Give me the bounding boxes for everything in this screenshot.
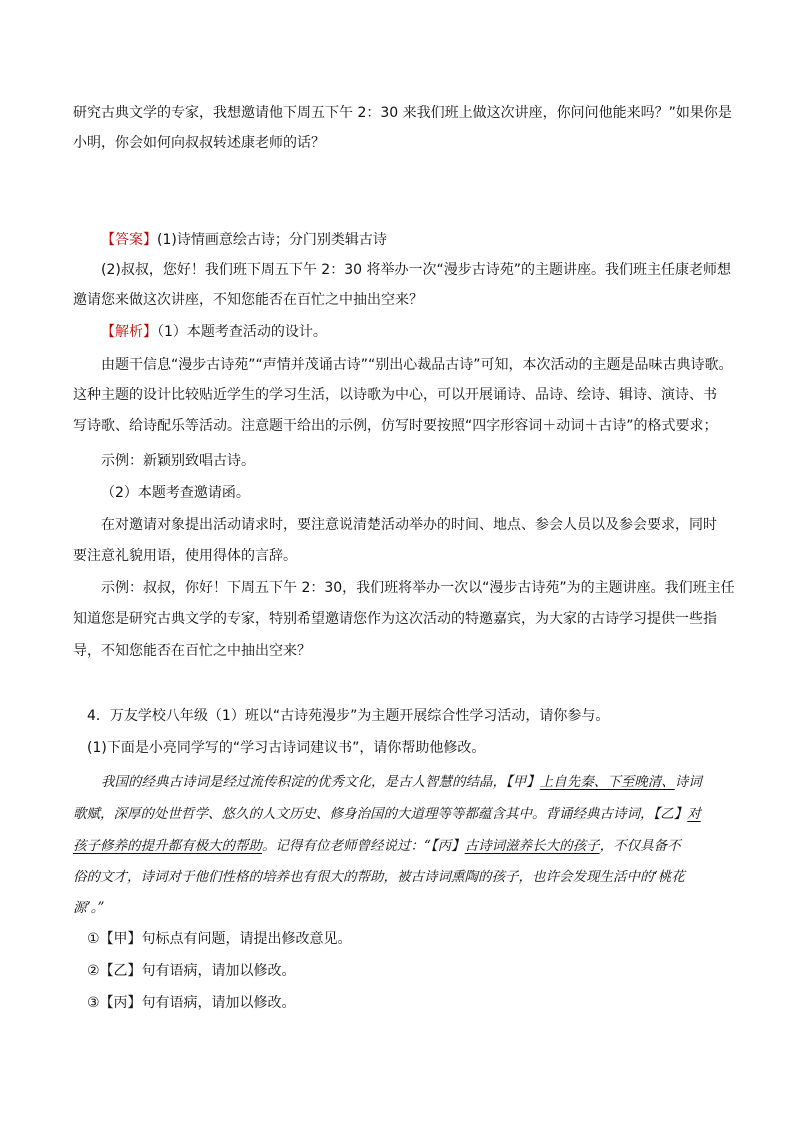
analysis-example-1: 示例：新颖别致唱古诗。 [101,453,255,469]
answer-part-2-line-2: 邀请您来做这次讲座，不知您能否在百忙之中抽出空来？ [73,292,423,308]
passage-underlined-yi: 孩子修养的提升都有极大的帮助 [73,838,262,854]
analysis-tag: 【解析】 [101,324,157,340]
answer-tag: 【答案】 [101,232,157,248]
analysis-p1-line-1: 由题干信息“漫步古诗苑”“声情并茂诵古诗”“别出心裁品古诗”可知，本次活动的主题是品味古典诗歌。 [101,357,733,373]
passage-line-1 [101,772,702,792]
analysis-q2: （2）本题考查邀请函。 [101,485,250,501]
analysis-p1-line-3: 写诗歌、给诗配乐等活动。注意题干给出的示例，仿写时要按照“四字形容词＋动词＋古诗”的格式要求； [73,418,718,434]
question-item-3: ③【丙】句有语病，请加以修改。 [87,995,296,1011]
intro-line-1: 研究古典文学的专家，我想邀请他下周五下午 2：30 来我们班上做这次讲座，你问问他能来吗？”如果你是 [73,105,732,121]
passage-underlined-bing: 古诗词滋养长大的孩子 [464,838,600,854]
passage-underlined-jia: 上自先秦、下至晚清、 [539,774,675,790]
passage-line-5: 源’。” [73,900,105,916]
question-item-2: ②【乙】句有语病，请加以修改。 [87,963,296,979]
question-4-stem: 4．万友学校八年级（1）班以“古诗苑漫步”为主题开展综合性学习活动，请你参与。 [87,708,610,724]
answer-part-2-line-1: (2)叔叔，您好！我们班下周五下午 2：30 将举办一次“漫步古诗苑”的主题讲座。我们班主任康老师想 [101,262,731,278]
passage-text: 。记得有位老师曾经说过：“【丙】 [262,838,465,854]
passage-text: 歌赋，深厚的处世哲学、悠久的人文历史、修身治国的大道理等等都蕴含其中。背诵经典古诗词，【乙】 [73,806,688,822]
passage-line-2 [73,804,701,824]
passage-text: 我国的经典古诗词是经过流传积淀的优秀文化，是古人智慧的结晶，【甲】 [101,774,540,790]
intro-line-2: 小明，你会如何向叔叔转述康老师的话？ [73,135,325,151]
passage-text: ，不仅具备不 [599,838,681,854]
question-item-1: ①【甲】句标点有问题，请提出修改意见。 [87,931,352,947]
passage-underlined-yi: 对 [687,806,701,822]
passage-line-4: 俗的文才，诗词对于他们性格的培养也有很大的帮助，被古诗词熏陶的孩子，也许会发现生活中的‘桃花 [73,869,685,885]
answer-heading [101,230,387,250]
analysis-example-2-line-3: 导，不知您能否在百忙之中抽出空来？ [73,643,311,659]
question-4-sub-1: (1)下面是小亮同学写的“学习古诗词建议书”，请你帮助他修改。 [87,740,486,756]
analysis-p2-line-1: 在对邀请对象提出活动请求时，要注意说清楚活动举办的时间、地点、参会人员以及参会要求，同时 [101,517,717,533]
analysis-q1: （1）本题考查活动的设计。 [157,324,327,340]
analysis-example-2-line-1: 示例：叔叔，你好！下周五下午 2：30，我们班将举办一次以“漫步古诗苑”为的主题讲座。我们班主任 [101,580,735,596]
analysis-p1-line-2: 这种主题的设计比较贴近学生的学习生活，以诗歌为中心，可以开展诵诗、品诗、绘诗、辑诗、演诗、书 [73,387,717,403]
passage-line-3 [73,836,681,856]
analysis-example-2-line-2: 知道您是研究古典文学的专家，特别希望邀请您作为这次活动的特邀嘉宾，为大家的古诗学习提供一些指 [73,611,717,627]
analysis-p2-line-2: 要注意礼貌用语，使用得体的言辞。 [73,548,297,564]
passage-text: 诗词 [674,774,702,790]
analysis-heading [101,322,327,342]
answer-part-1: (1)诗情画意绘古诗；分门别类辑古诗 [157,232,387,248]
